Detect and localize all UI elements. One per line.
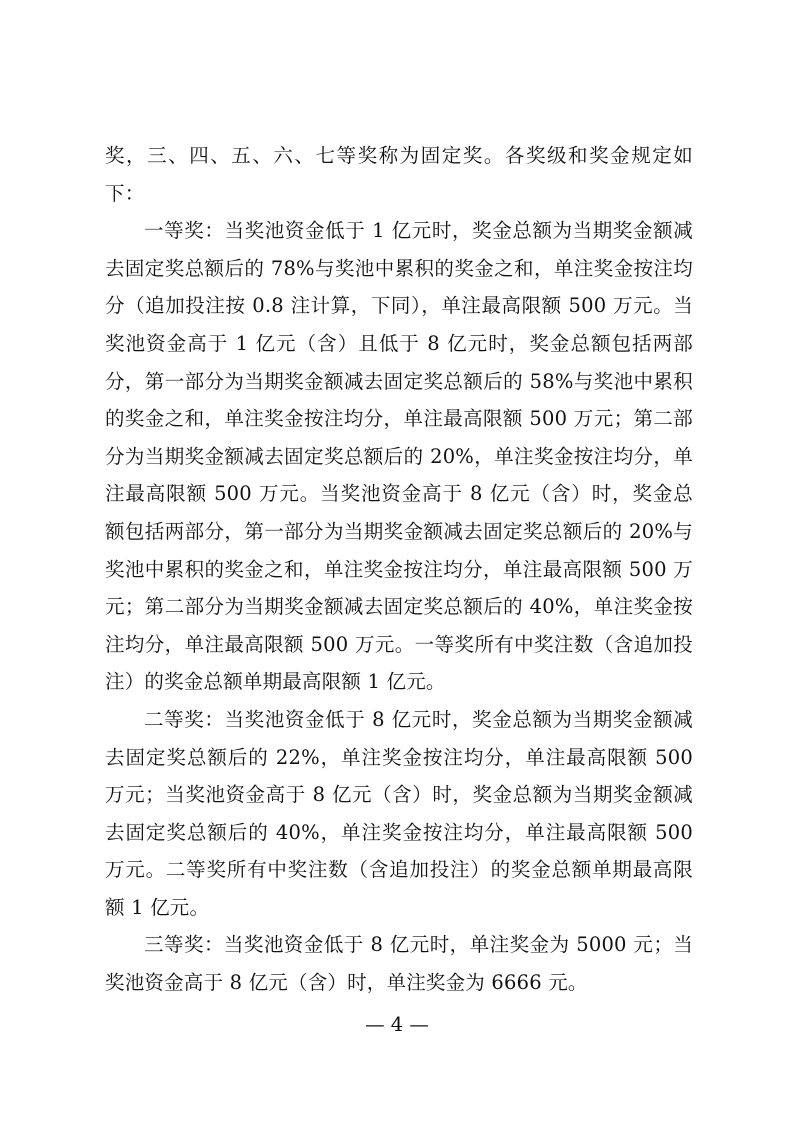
- paragraph-intro: 奖，三、四、五、六、七等奖称为固定奖。各奖级和奖金规定如下：: [105, 144, 693, 205]
- paragraph-first-prize: 一等奖：当奖池资金低于 1 亿元时，奖金总额为当期奖金额减去固定奖总额后的 78%与奖池中累积的奖金之和，单注奖金按注均分（追加投注按 0.8 注计算，下同），单注最高限额 500 万元。当奖池资金高于 1 亿元（含）且低于 8 亿元时，奖金总额包括两部分，第一部分为当期奖金额减去固定奖总额后的 58%与奖池中累积的奖金之和，单注奖金按注均分，单注最高限额 500 万元；第二部分为当期奖金额减去固定奖总额后的 20%，单注奖金按注均分，单注最高限额 500 万元。当奖池资金高于 8 亿元（含）时，奖金总额包括两部分，第一部分为当期奖金额减去固定奖总额后的 20%与奖池中累积的奖金之和，单注奖金按注均分，单注最高限额 500 万元；第二部分为当期奖金额减去固定奖总额后的 40%，单注奖金按注均分，单注最高限额 500 万元。一等奖所有中奖注数（含追加投注）的奖金总额单期最高限额 1 亿元。: [105, 219, 693, 694]
- paragraph-second-prize: 二等奖：当奖池资金低于 8 亿元时，奖金总额为当期奖金额减去固定奖总额后的 22%，单注奖金按注均分，单注最高限额 500 万元；当奖池资金高于 8 亿元（含）时，奖金总额为当期奖金额减去固定奖总额后的 40%，单注奖金按注均分，单注最高限额 500 万元。二等奖所有中奖注数（含追加投注）的奖金总额单期最高限额 1 亿元。: [105, 707, 693, 919]
- body-text: [105, 137, 693, 1002]
- page-number: — 4 —: [365, 1013, 429, 1036]
- paragraph-third-prize: 三等奖：当奖池资金低于 8 亿元时，单注奖金为 5000 元；当奖池资金高于 8 亿元（含）时，单注奖金为 6666 元。: [105, 933, 693, 995]
